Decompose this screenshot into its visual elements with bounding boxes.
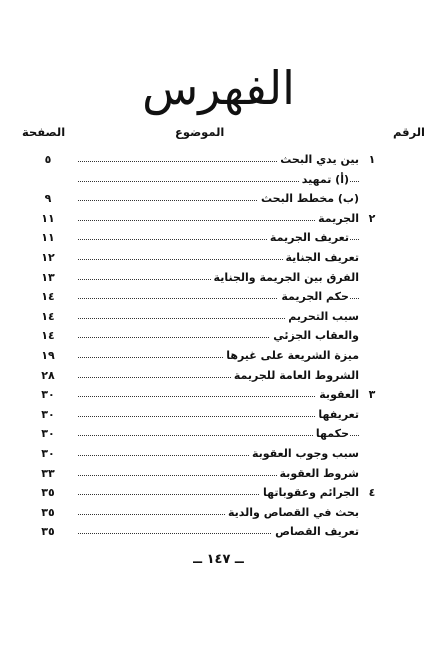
entry-topic: والعقاب الجزئي xyxy=(270,326,359,346)
entry-page: ٣٥ xyxy=(41,525,55,539)
entry-topic: ميزة الشريعة على غيرها xyxy=(223,346,359,366)
entry-page: ١١ xyxy=(41,231,55,245)
page-title: الفهرس xyxy=(142,61,295,115)
entry-number: ٣ xyxy=(368,388,376,402)
header-page: الصفحة xyxy=(22,125,66,139)
entry-topic: حكم الجريمة xyxy=(278,287,349,307)
entry-page: ٣٣ xyxy=(41,466,55,480)
index-row xyxy=(0,189,437,209)
entry-page: ١٢ xyxy=(41,250,55,264)
entry-page: ٩ xyxy=(44,192,52,206)
index-row xyxy=(0,503,437,523)
header-topic: الموضوع xyxy=(175,125,225,139)
entry-topic: الجرائم وعقوباتها xyxy=(260,483,359,503)
entry-page: ١٤ xyxy=(41,290,55,304)
entry-topic: بين يدي البحث xyxy=(277,150,359,170)
index-row xyxy=(0,385,437,405)
index-row xyxy=(0,346,437,366)
index-row xyxy=(0,483,437,503)
index-row xyxy=(0,268,437,288)
entry-page: ١٤ xyxy=(41,329,55,343)
entry-topic: سبب وجوب العقوبة xyxy=(249,444,359,464)
index-row xyxy=(0,522,437,542)
entry-page: ٣٥ xyxy=(41,505,55,519)
entry-page: ٢٨ xyxy=(41,368,55,382)
index-row xyxy=(0,287,437,307)
index-row xyxy=(0,464,437,484)
entry-page: ١٤ xyxy=(41,309,55,323)
index-row xyxy=(0,326,437,346)
entry-topic: تعريفها xyxy=(315,405,359,425)
entry-number: ٤ xyxy=(368,486,376,500)
index-row xyxy=(0,366,437,386)
index-row xyxy=(0,307,437,327)
page-number: ــ ١٤٧ ــ xyxy=(193,552,244,567)
entry-page: ٣٠ xyxy=(41,388,55,402)
entry-topic: بحث في القصاص والدية xyxy=(225,503,359,523)
entry-topic: (ب) مخطط البحث xyxy=(258,189,359,209)
index-row xyxy=(0,424,437,444)
entry-topic: سبب التحريم xyxy=(285,307,359,327)
entry-page: ٣٠ xyxy=(41,446,55,460)
entry-page: ٣٠ xyxy=(41,407,55,421)
entry-page: ١٣ xyxy=(41,270,55,284)
index-row xyxy=(0,228,437,248)
entry-page: ١١ xyxy=(41,211,55,225)
entry-page: ٣٥ xyxy=(41,486,55,500)
index-row xyxy=(0,150,437,170)
entry-number: ١ xyxy=(368,153,376,166)
entry-topic: حكمها xyxy=(313,424,349,444)
entry-topic: شروط العقوبة xyxy=(277,464,359,484)
entry-page: ٥ xyxy=(44,153,52,166)
entry-page: ٣٠ xyxy=(41,427,55,441)
entry-topic: تعريف القصاص xyxy=(272,522,359,542)
header-number: الرقم xyxy=(393,125,425,139)
entry-topic: (أ) تمهيد xyxy=(299,170,349,190)
entry-topic: الشروط العامة للجريمة xyxy=(231,366,359,386)
entry-page: ١٩ xyxy=(41,348,55,362)
entry-topic: الفرق بين الجريمة والجناية xyxy=(211,268,359,288)
index-row xyxy=(0,209,437,229)
entry-topic: الجريمة xyxy=(315,209,359,229)
entry-number: ٢ xyxy=(368,211,376,225)
index-row xyxy=(0,170,437,190)
entry-topic: العقوبة xyxy=(316,385,359,405)
entry-topic: تعريف الجريمة xyxy=(267,228,349,248)
entry-topic: تعريف الجناية xyxy=(283,248,360,268)
index-row xyxy=(0,444,437,464)
index-row xyxy=(0,405,437,425)
index-list xyxy=(0,150,437,542)
index-row xyxy=(0,248,437,268)
